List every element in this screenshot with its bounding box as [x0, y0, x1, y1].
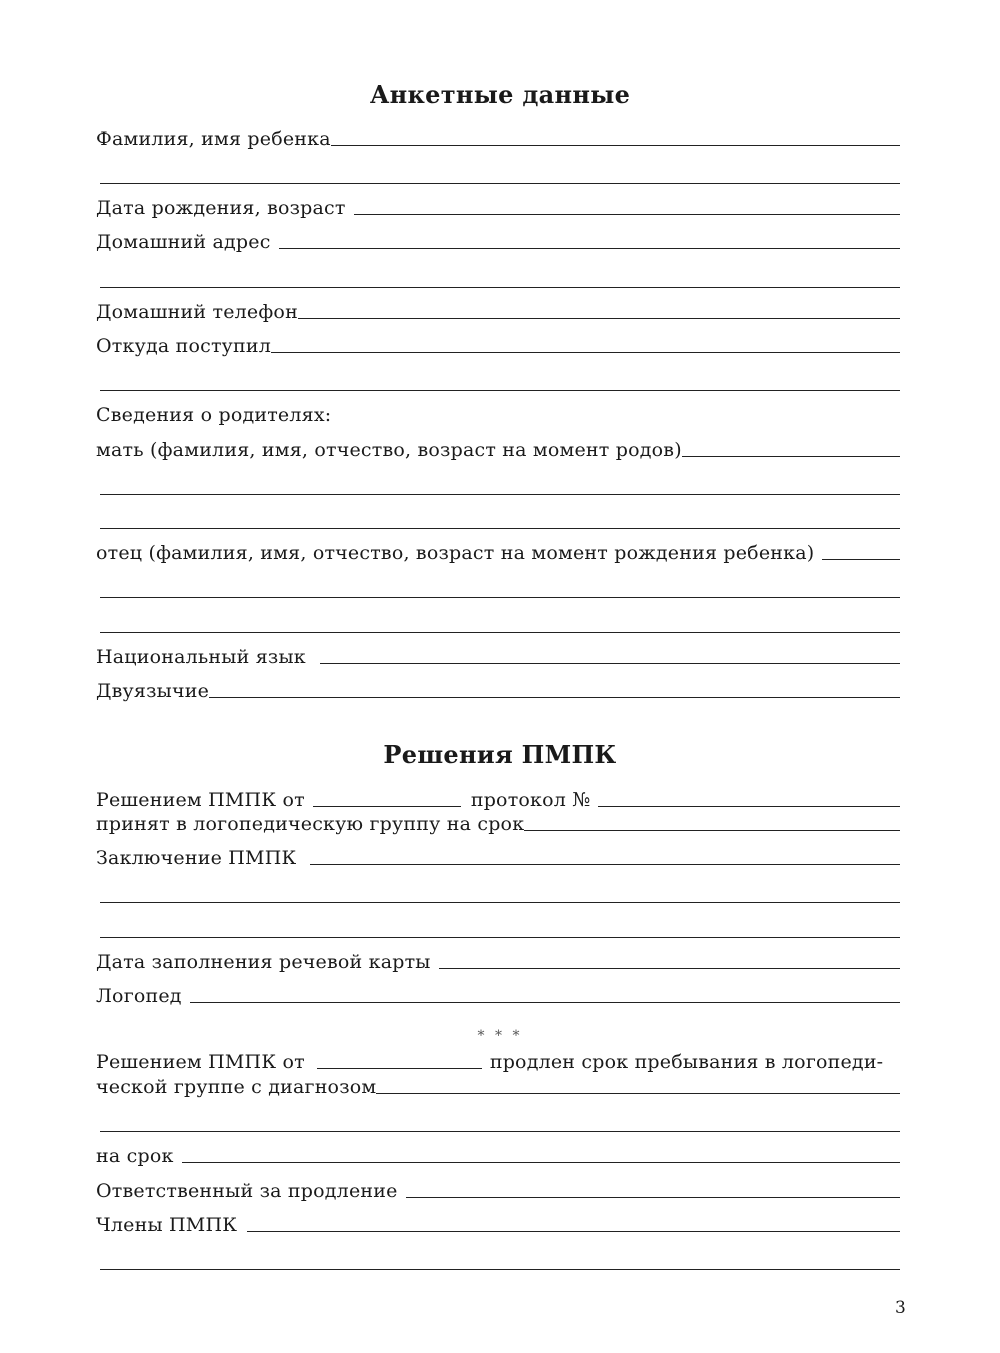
- fill-date-field[interactable]: [96, 951, 900, 973]
- bilingualism-label: Двуязычие: [96, 680, 210, 702]
- conclusion-field[interactable]: [96, 847, 900, 869]
- home-phone-label: Домашний телефон: [96, 301, 298, 323]
- blank-line[interactable]: [100, 287, 900, 288]
- speech-therapist-line[interactable]: [190, 986, 900, 1003]
- mother-line[interactable]: [682, 440, 900, 457]
- pmpk-decision-label: Решением ПМПК от: [96, 789, 305, 811]
- responsible-line[interactable]: [406, 1181, 900, 1198]
- father-field[interactable]: [96, 542, 900, 564]
- protocol-label: протокол №: [470, 789, 591, 811]
- diagnosis-line[interactable]: [376, 1077, 900, 1094]
- bilingualism-field[interactable]: [96, 680, 900, 702]
- blank-line[interactable]: [100, 1131, 900, 1132]
- separator-stars: * * *: [477, 1028, 523, 1044]
- blank-line[interactable]: [100, 937, 900, 938]
- national-language-field[interactable]: [96, 646, 900, 668]
- members-label: Члены ПМПК: [96, 1214, 238, 1236]
- term-line[interactable]: [182, 1146, 900, 1163]
- accepted-term-label: принят в логопедическую группу на срок: [96, 813, 525, 835]
- extension-decision-field[interactable]: [96, 1051, 900, 1073]
- term-label: на срок: [96, 1145, 174, 1167]
- bilingualism-line[interactable]: [209, 681, 900, 698]
- child-name-field[interactable]: [96, 128, 900, 150]
- fill-date-label: Дата заполнения речевой карты: [96, 951, 431, 973]
- birth-date-line[interactable]: [354, 198, 900, 215]
- section-title-questionnaire: Анкетные данные: [369, 80, 631, 109]
- page-number: 3: [895, 1298, 906, 1318]
- home-address-label: Домашний адрес: [96, 231, 271, 253]
- home-phone-field[interactable]: [96, 301, 900, 323]
- extension-decision-label: Решением ПМПК от: [96, 1051, 305, 1073]
- blank-line[interactable]: [100, 1269, 900, 1270]
- blank-line[interactable]: [100, 528, 900, 529]
- came-from-field[interactable]: [96, 335, 900, 357]
- mother-label: мать (фамилия, имя, отчество, возраст на момент родов): [96, 439, 682, 461]
- blank-line[interactable]: [100, 632, 900, 633]
- fill-date-line[interactable]: [439, 952, 900, 969]
- parents-info-label: Сведения о родителях:: [96, 404, 332, 426]
- birth-date-label: Дата рождения, возраст: [96, 197, 346, 219]
- protocol-number-line[interactable]: [598, 790, 900, 807]
- accepted-term-field[interactable]: [96, 813, 900, 835]
- father-label: отец (фамилия, имя, отчество, возраст на момент рождения ребенка): [96, 542, 815, 564]
- pmpk-decision-date-line[interactable]: [313, 790, 461, 807]
- home-address-field[interactable]: [96, 231, 900, 253]
- pmpk-decision-field[interactable]: [96, 789, 900, 811]
- mother-field[interactable]: [96, 439, 900, 461]
- extended-label: продлен срок пребывания в логопеди-: [489, 1051, 884, 1073]
- blank-line[interactable]: [100, 183, 900, 184]
- parents-info-heading: [96, 404, 900, 426]
- diagnosis-field[interactable]: [96, 1076, 900, 1098]
- birth-date-field[interactable]: [96, 197, 900, 219]
- speech-therapist-label: Логопед: [96, 985, 182, 1007]
- blank-line[interactable]: [100, 494, 900, 495]
- speech-therapist-field[interactable]: [96, 985, 900, 1007]
- accepted-term-line[interactable]: [524, 814, 900, 831]
- conclusion-label: Заключение ПМПК: [96, 847, 297, 869]
- conclusion-line[interactable]: [310, 848, 900, 865]
- members-field[interactable]: [96, 1214, 900, 1236]
- blank-line[interactable]: [100, 390, 900, 391]
- came-from-label: Откуда поступил: [96, 335, 272, 357]
- responsible-field[interactable]: [96, 1180, 900, 1202]
- members-line[interactable]: [247, 1215, 900, 1232]
- child-name-label: Фамилия, имя ребенка: [96, 128, 331, 150]
- came-from-line[interactable]: [271, 336, 900, 353]
- diagnosis-label: ческой группе с диагнозом: [96, 1076, 377, 1098]
- national-language-line[interactable]: [320, 647, 900, 664]
- home-address-line[interactable]: [279, 232, 900, 249]
- child-name-line[interactable]: [331, 129, 900, 146]
- term-field[interactable]: [96, 1145, 900, 1167]
- section-title-pmpk: Решения ПМПК: [383, 740, 617, 769]
- father-line[interactable]: [822, 543, 900, 560]
- responsible-label: Ответственный за продление: [96, 1180, 398, 1202]
- blank-line[interactable]: [100, 902, 900, 903]
- home-phone-line[interactable]: [298, 302, 900, 319]
- extension-date-line[interactable]: [317, 1052, 482, 1069]
- blank-line[interactable]: [100, 597, 900, 598]
- national-language-label: Национальный язык: [96, 646, 306, 668]
